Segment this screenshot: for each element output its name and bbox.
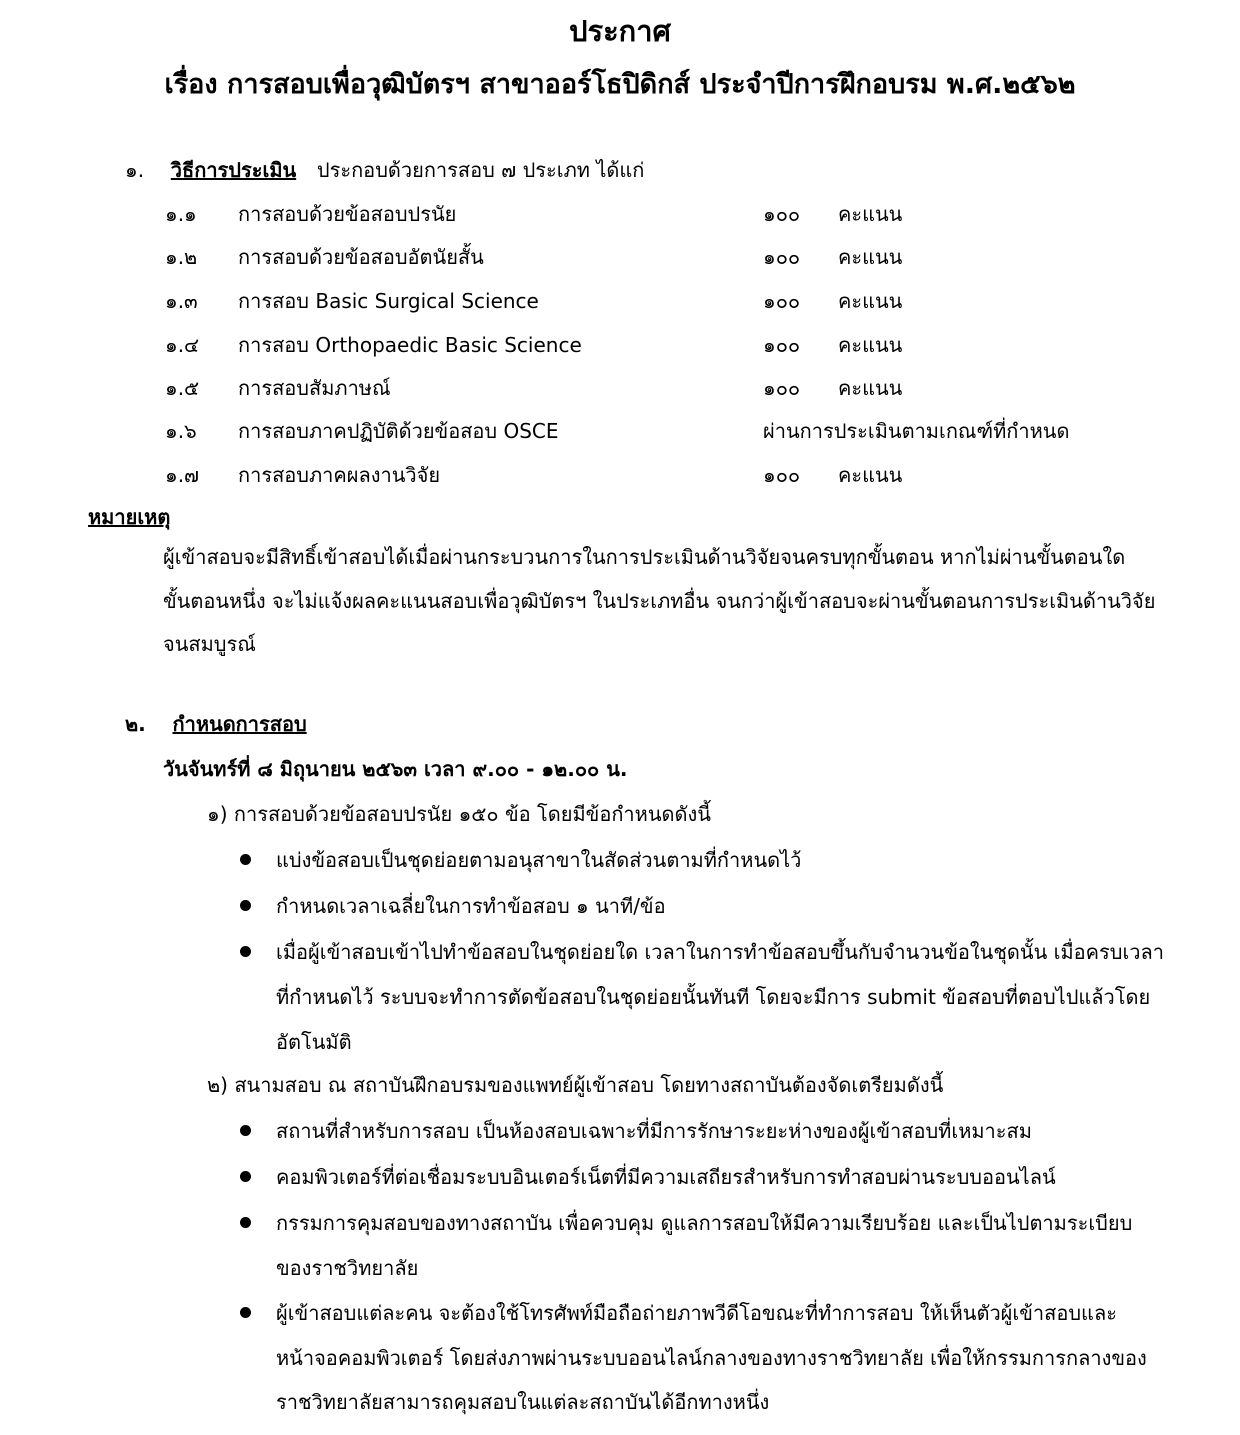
bullet-text: กำหนดเวลาเฉลี่ยในการทำข้อสอบ ๑ นาที/ข้อ <box>276 894 666 918</box>
list-item-label: การสอบ Basic Surgical Science <box>238 289 539 313</box>
bullet-text: สถานที่สำหรับการสอบ เป็นห้องสอบเฉพาะที่มีการรักษาระยะห่างของผู้เข้าสอบที่เหมาะสม <box>276 1119 1032 1143</box>
list-item-num: ๑.๒ <box>165 245 198 269</box>
bullet-text: ราชวิทยาลัยสามารถคุมสอบในแต่ละสถาบันได้อีกทางหนึ่ง <box>276 1390 770 1414</box>
list-item-label: การสอบ Orthopaedic Basic Science <box>238 333 582 357</box>
document-subtitle: เรื่อง การสอบเพื่อวุฒิบัตรฯ สาขาออร์โธปิดิกส์ ประจำปีการฝึกอบรม พ.ศ.๒๕๖๒ <box>164 69 1076 100</box>
list-item-num: ๑.๑ <box>165 202 197 226</box>
bullet-text: แบ่งข้อสอบเป็นชุดย่อยตามอนุสาขาในสัดส่วนตามที่กำหนดไว้ <box>276 848 802 872</box>
bullet-text: อัตโนมัติ <box>276 1030 352 1054</box>
list-item-label: การสอบด้วยข้อสอบปรนัย <box>238 202 457 226</box>
list-item-unit: คะแนน <box>838 376 903 400</box>
section1-number: ๑. <box>125 158 145 182</box>
list-item-num: ๑.๖ <box>165 419 197 443</box>
list-item-num: ๑.๓ <box>165 289 198 313</box>
bullet-icon <box>240 1217 251 1228</box>
bullet-text: ของราชวิทยาลัย <box>276 1256 419 1280</box>
list-item-score: ๑๐๐ <box>763 289 801 313</box>
list-item-score: ๑๐๐ <box>763 202 801 226</box>
bullet-icon <box>240 1171 251 1182</box>
bullet-text: หน้าจอคอมพิวเตอร์ โดยส่งภาพผ่านระบบออนไลน์กลางของทางราชวิทยาลัย เพื่อให้กรรมการกลางของ <box>276 1346 1147 1370</box>
bullet-text: เมื่อผู้เข้าสอบเข้าไปทำข้อสอบในชุดย่อยใด เวลาในการทำข้อสอบขึ้นกับจำนวนข้อในชุดนั้น เมื่อครบเวลา <box>276 940 1165 964</box>
sub2-label: ๒) สนามสอบ ณ สถาบันฝึกอบรมของแพทย์ผู้เข้าสอบ โดยทางสถาบันต้องจัดเตรียมดังนี้ <box>207 1073 944 1097</box>
list-item-unit: คะแนน <box>838 289 903 313</box>
list-item-unit: คะแนน <box>838 333 903 357</box>
bullet-text: ผู้เข้าสอบแต่ละคน จะต้องใช้โทรศัพท์มือถือถ่ายภาพวีดีโอขณะที่ทำการสอบ ให้เห็นตัวผู้เข้าสอบและ <box>276 1301 1117 1325</box>
list-item-unit: คะแนน <box>838 245 903 269</box>
sub1-label: ๑) การสอบด้วยข้อสอบปรนัย ๑๕๐ ข้อ โดยมีข้อกำหนดดังนี้ <box>207 802 711 826</box>
bullet-text: คอมพิวเตอร์ที่ต่อเชื่อมระบบอินเตอร์เน็ตที่มีความเสถียรสำหรับการทำสอบผ่านระบบออนไลน์ <box>276 1165 1056 1189</box>
section1-intro: ประกอบด้วยการสอบ ๗ ประเภท ได้แก่ <box>316 158 645 182</box>
list-item-score: ๑๐๐ <box>763 376 801 400</box>
section1-heading-row <box>125 156 644 184</box>
list-item-label: การสอบด้วยข้อสอบอัตนัยสั้น <box>238 245 484 269</box>
section2-heading: กำหนดการสอบ <box>172 712 307 736</box>
list-item-label: การสอบภาคผลงานวิจัย <box>238 463 441 487</box>
list-item-unit: คะแนน <box>838 202 903 226</box>
section2-number: ๒. <box>125 712 146 736</box>
exam-date: วันจันทร์ที่ ๘ มิถุนายน ๒๕๖๓ เวลา ๙.๐๐ - ๑๒.๐๐ น. <box>163 757 628 781</box>
note-line: จนสมบูรณ์ <box>163 632 256 656</box>
bullet-icon <box>240 900 251 911</box>
list-item-label: การสอบสัมภาษณ์ <box>238 376 391 400</box>
document-title: ประกาศ <box>569 14 671 48</box>
section2-heading-row <box>125 710 307 738</box>
bullet-text: กรรมการคุมสอบของทางสถาบัน เพื่อควบคุม ดูแลการสอบให้มีความเรียบร้อย และเป็นไปตามระเบียบ <box>276 1211 1133 1235</box>
note-heading: หมายเหตุ <box>88 505 171 529</box>
list-item-num: ๑.๕ <box>165 376 200 400</box>
bullet-text: ที่กำหนดไว้ ระบบจะทำการตัดข้อสอบในชุดย่อยนั้นทันที โดยจะมีการ submit ข้อสอบที่ตอบไปแล้วโดย <box>276 985 1151 1009</box>
note-line: ผู้เข้าสอบจะมีสิทธิ์เข้าสอบได้เมื่อผ่านกระบวนการในการประเมินด้านวิจัยจนครบทุกขั้นตอน หากไม่ผ่านขั้นตอนใด <box>163 545 1126 569</box>
list-item-score: ๑๐๐ <box>763 463 801 487</box>
list-item-score: ๑๐๐ <box>763 245 801 269</box>
bullet-icon <box>240 854 251 865</box>
list-item-score: ผ่านการประเมินตามเกณฑ์ที่กำหนด <box>763 419 1070 443</box>
list-item-score: ๑๐๐ <box>763 333 801 357</box>
section1-heading: วิธีการประเมิน <box>170 158 297 182</box>
bullet-icon <box>240 946 251 957</box>
list-item-label: การสอบภาคปฏิบัติด้วยข้อสอบ OSCE <box>238 419 559 443</box>
bullet-icon <box>240 1125 251 1136</box>
note-line: ขั้นตอนหนึ่ง จะไม่แจ้งผลคะแนนสอบเพื่อวุฒิบัตรฯ ในประเภทอื่น จนกว่าผู้เข้าสอบจะผ่านขั้นตอนการประเมินด้านวิจัย <box>163 589 1156 613</box>
bullet-icon <box>240 1307 251 1318</box>
list-item-num: ๑.๔ <box>165 333 200 357</box>
list-item-num: ๑.๗ <box>165 463 200 487</box>
list-item-unit: คะแนน <box>838 463 903 487</box>
